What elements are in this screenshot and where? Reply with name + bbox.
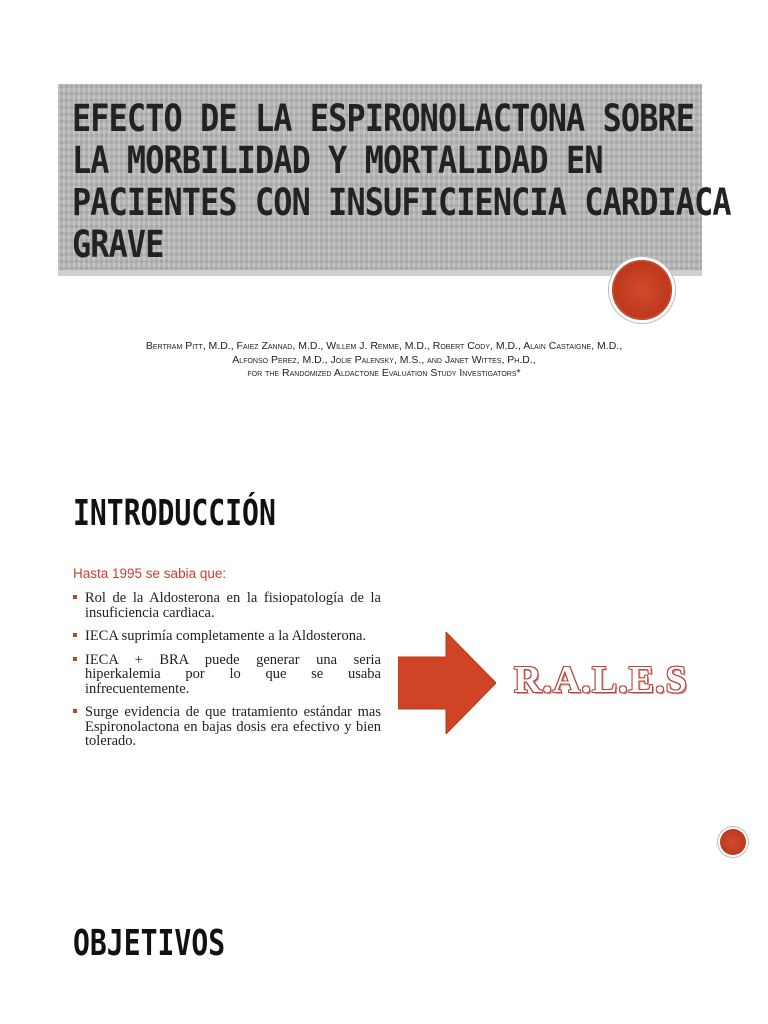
title-line-2: LA MORBILIDAD Y MORTALIDAD EN (72, 139, 603, 182)
list-item: IECA + BRA puede generar una seria hiperkalemia por lo que se usaba infrecuentemente. (73, 653, 381, 697)
objectives-heading: OBJETIVOS (73, 923, 226, 964)
title-line-1: EFECTO DE LA ESPIRONOLACTONA SOBRE (72, 97, 695, 140)
authors-line-2: Alfonso Perez, M.D., Jolie Palensky, M.S., and Janet Wittes, Ph.D., (232, 353, 536, 366)
title-line-3: PACIENTES CON INSUFICIENCIA CARDIACA (72, 181, 731, 224)
decorative-circle-small (718, 827, 748, 857)
bullet-icon (73, 657, 77, 661)
rales-callout: R.A.L.E.S (514, 659, 688, 701)
intro-heading: INTRODUCCIÓN (73, 493, 276, 534)
list-item: Rol de la Aldosterona en la fisiopatología de la insuficiencia cardiaca. (73, 591, 381, 620)
bullet-icon (73, 595, 77, 599)
title-line-4: GRAVE (72, 223, 164, 266)
authors-block (40, 340, 728, 381)
slide-title (72, 97, 731, 266)
bullet-icon (73, 633, 77, 637)
intro-lead: Hasta 1995 se sabia que: (73, 566, 227, 581)
authors-line-3: for the Randomized Aldactone Evaluation Study Investigators* (247, 367, 521, 379)
authors-line-1: Bertram Pitt, M.D., Faiez Zannad, M.D., Willem J. Remme, M.D., Robert Cody, M.D., Alain Castaigne, M.D., (145, 340, 623, 352)
bullet-icon (73, 709, 77, 713)
list-item: IECA suprimía completamente a la Aldosterona. (73, 629, 381, 644)
decorative-circle-large (609, 257, 675, 323)
arrow-right-icon (398, 632, 496, 734)
intro-bullet-list (73, 591, 381, 758)
list-item: Surge evidencia de que tratamiento estándar mas Espironolactona en bajas dosis era efectivo y bien tolerado. (73, 705, 381, 749)
